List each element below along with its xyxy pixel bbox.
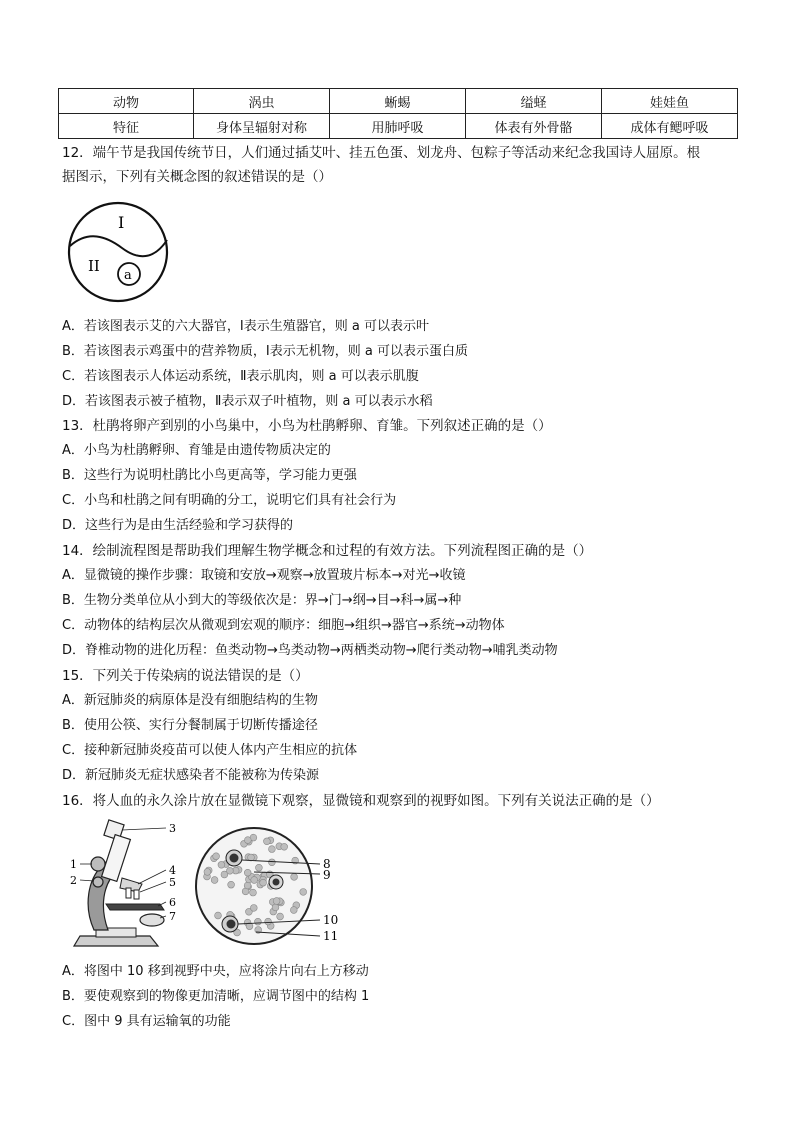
label-6: 6	[169, 896, 176, 909]
q15-option-c: C．接种新冠肺炎疫苗可以使人体内产生相应的抗体	[62, 743, 358, 758]
red-blood-cell	[244, 882, 251, 889]
red-blood-cell	[290, 907, 297, 914]
q15-option-a: A．新冠肺炎的病原体是没有细胞结构的生物	[62, 693, 318, 708]
red-blood-cell	[213, 853, 220, 860]
label-10: 10	[323, 913, 339, 927]
table-cell: 涡虫	[194, 89, 330, 114]
table-row	[59, 114, 738, 139]
q13-option-b: B．这些行为说明杜鹃比小鸟更高等，学习能力更强	[62, 468, 357, 483]
q13-option-d: D．这些行为是由生活经验和学习获得的	[62, 518, 294, 533]
red-blood-cell	[260, 879, 267, 886]
q15-option-d: D．新冠肺炎无症状感染者不能被称为传染源	[62, 768, 320, 783]
label-2: 2	[70, 874, 77, 887]
red-blood-cell	[300, 889, 307, 896]
red-blood-cell	[277, 913, 284, 920]
q16-option-c: C．图中 9 具有运输氧的功能	[62, 1014, 231, 1029]
table-cell: 体表有外骨骼	[465, 114, 601, 139]
q14-stem: 14．绘制流程图是帮助我们理解生物学概念和过程的有效方法。下列流程图正确的是（）	[62, 543, 593, 559]
red-blood-cell	[272, 904, 279, 911]
q12-stem-line2: 据图示，下列有关概念图的叙述错误的是（）	[62, 169, 332, 185]
q14-option-b: B．生物分类单位从小到大的等级依次是：界→门→纲→目→科→属→种	[62, 593, 462, 608]
q16-option-a: A．将图中 10 移到视野中央，应将涂片向右上方移动	[62, 964, 369, 979]
q15-stem: 15．下列关于传染病的说法错误的是（）	[62, 668, 309, 684]
red-blood-cell	[244, 869, 251, 876]
label-7: 7	[169, 910, 176, 923]
table-cell: 用肺呼吸	[329, 114, 465, 139]
red-blood-cell	[248, 854, 255, 861]
q12-option-b: B．若该图表示鸡蛋中的营养物质，Ⅰ表示无机物，则 a 可以表示蛋白质	[62, 344, 468, 359]
red-blood-cell	[281, 843, 288, 850]
region-label-small: a	[124, 268, 132, 283]
label-4: 4	[169, 864, 176, 877]
red-blood-cell	[251, 877, 258, 884]
blood-smear-field-figure	[194, 824, 344, 952]
table-cell: 蜥蜴	[329, 89, 465, 114]
red-blood-cell	[256, 864, 263, 871]
concept-circle-figure	[66, 200, 172, 304]
table-cell: 动物	[59, 89, 194, 114]
label-3: 3	[169, 822, 176, 835]
red-blood-cell	[211, 877, 218, 884]
region-label-top: I	[118, 213, 125, 232]
q16-option-b: B．要使观察到的物像更加清晰，应调节图中的结构 1	[62, 989, 370, 1004]
label-8: 8	[323, 857, 331, 871]
q13-option-a: A．小鸟为杜鹃孵卵、育雏是由遗传物质决定的	[62, 443, 331, 458]
table-cell: 身体呈辐射对称	[194, 114, 330, 139]
red-blood-cell	[204, 869, 211, 876]
table-cell: 特征	[59, 114, 194, 139]
table-cell: 娃娃鱼	[601, 89, 737, 114]
q15-option-b: B．使用公筷、实行分餐制属于切断传播途径	[62, 718, 318, 733]
red-blood-cell	[265, 918, 272, 925]
table-cell: 成体有鳃呼吸	[601, 114, 737, 139]
q14-option-a: A．显微镜的操作步骤：取镜和安放→观察→放置玻片标本→对光→收镜	[62, 568, 466, 583]
q13-option-c: C．小鸟和杜鹃之间有明确的分工，说明它们具有社会行为	[62, 493, 397, 508]
red-blood-cell	[250, 905, 257, 912]
red-blood-cell	[269, 859, 276, 866]
red-blood-cell	[255, 918, 262, 925]
q16-stem: 16．将人血的永久涂片放在显微镜下观察，显微镜和观察到的视野如图。下列有关说法正确的是（）	[62, 793, 660, 809]
label-1: 1	[70, 858, 77, 871]
q14-option-d: D．脊椎动物的进化历程：鱼类动物→鸟类动物→两栖类动物→爬行类动物→哺乳类动物	[62, 643, 558, 658]
red-blood-cell	[215, 912, 222, 919]
red-blood-cell	[250, 889, 257, 896]
red-blood-cell	[264, 838, 271, 845]
red-blood-cell	[291, 874, 298, 881]
red-blood-cell	[218, 861, 225, 868]
label-9: 9	[323, 868, 331, 882]
red-blood-cell	[273, 898, 280, 905]
red-blood-cell	[269, 846, 276, 853]
red-blood-cell	[228, 881, 235, 888]
q12-option-d: D．若该图表示被子植物，Ⅱ表示双子叶植物，则 a 可以表示水稻	[62, 394, 433, 409]
q14-option-c: C．动物体的结构层次从微观到宏观的顺序：细胞→组织→器官→系统→动物体	[62, 618, 505, 633]
table-row	[59, 89, 738, 114]
q12-stem-line1: 12．端午节是我国传统节日，人们通过插艾叶、挂五色蛋、划龙舟、包粽子等活动来纪念我国诗人屈原。根	[62, 145, 701, 161]
microscope-figure	[66, 818, 186, 952]
red-blood-cell	[244, 837, 251, 844]
q12-option-c: C．若该图表示人体运动系统，Ⅱ表示肌肉，则 a 可以表示肌腹	[62, 369, 419, 384]
q13-stem: 13．杜鹃将卵产到别的小鸟巢中，小鸟为杜鹃孵卵、育雏。下列叙述正确的是（）	[62, 418, 552, 434]
table-cell: 缢蛏	[465, 89, 601, 114]
q12-option-a: A．若该图表示艾的六大器官，Ⅰ表示生殖器官，则 a 可以表示叶	[62, 319, 429, 334]
label-11: 11	[323, 929, 339, 943]
region-label-bottom: II	[88, 257, 100, 275]
animal-feature-table	[58, 88, 738, 139]
red-blood-cell	[227, 867, 234, 874]
label-5: 5	[169, 876, 176, 889]
